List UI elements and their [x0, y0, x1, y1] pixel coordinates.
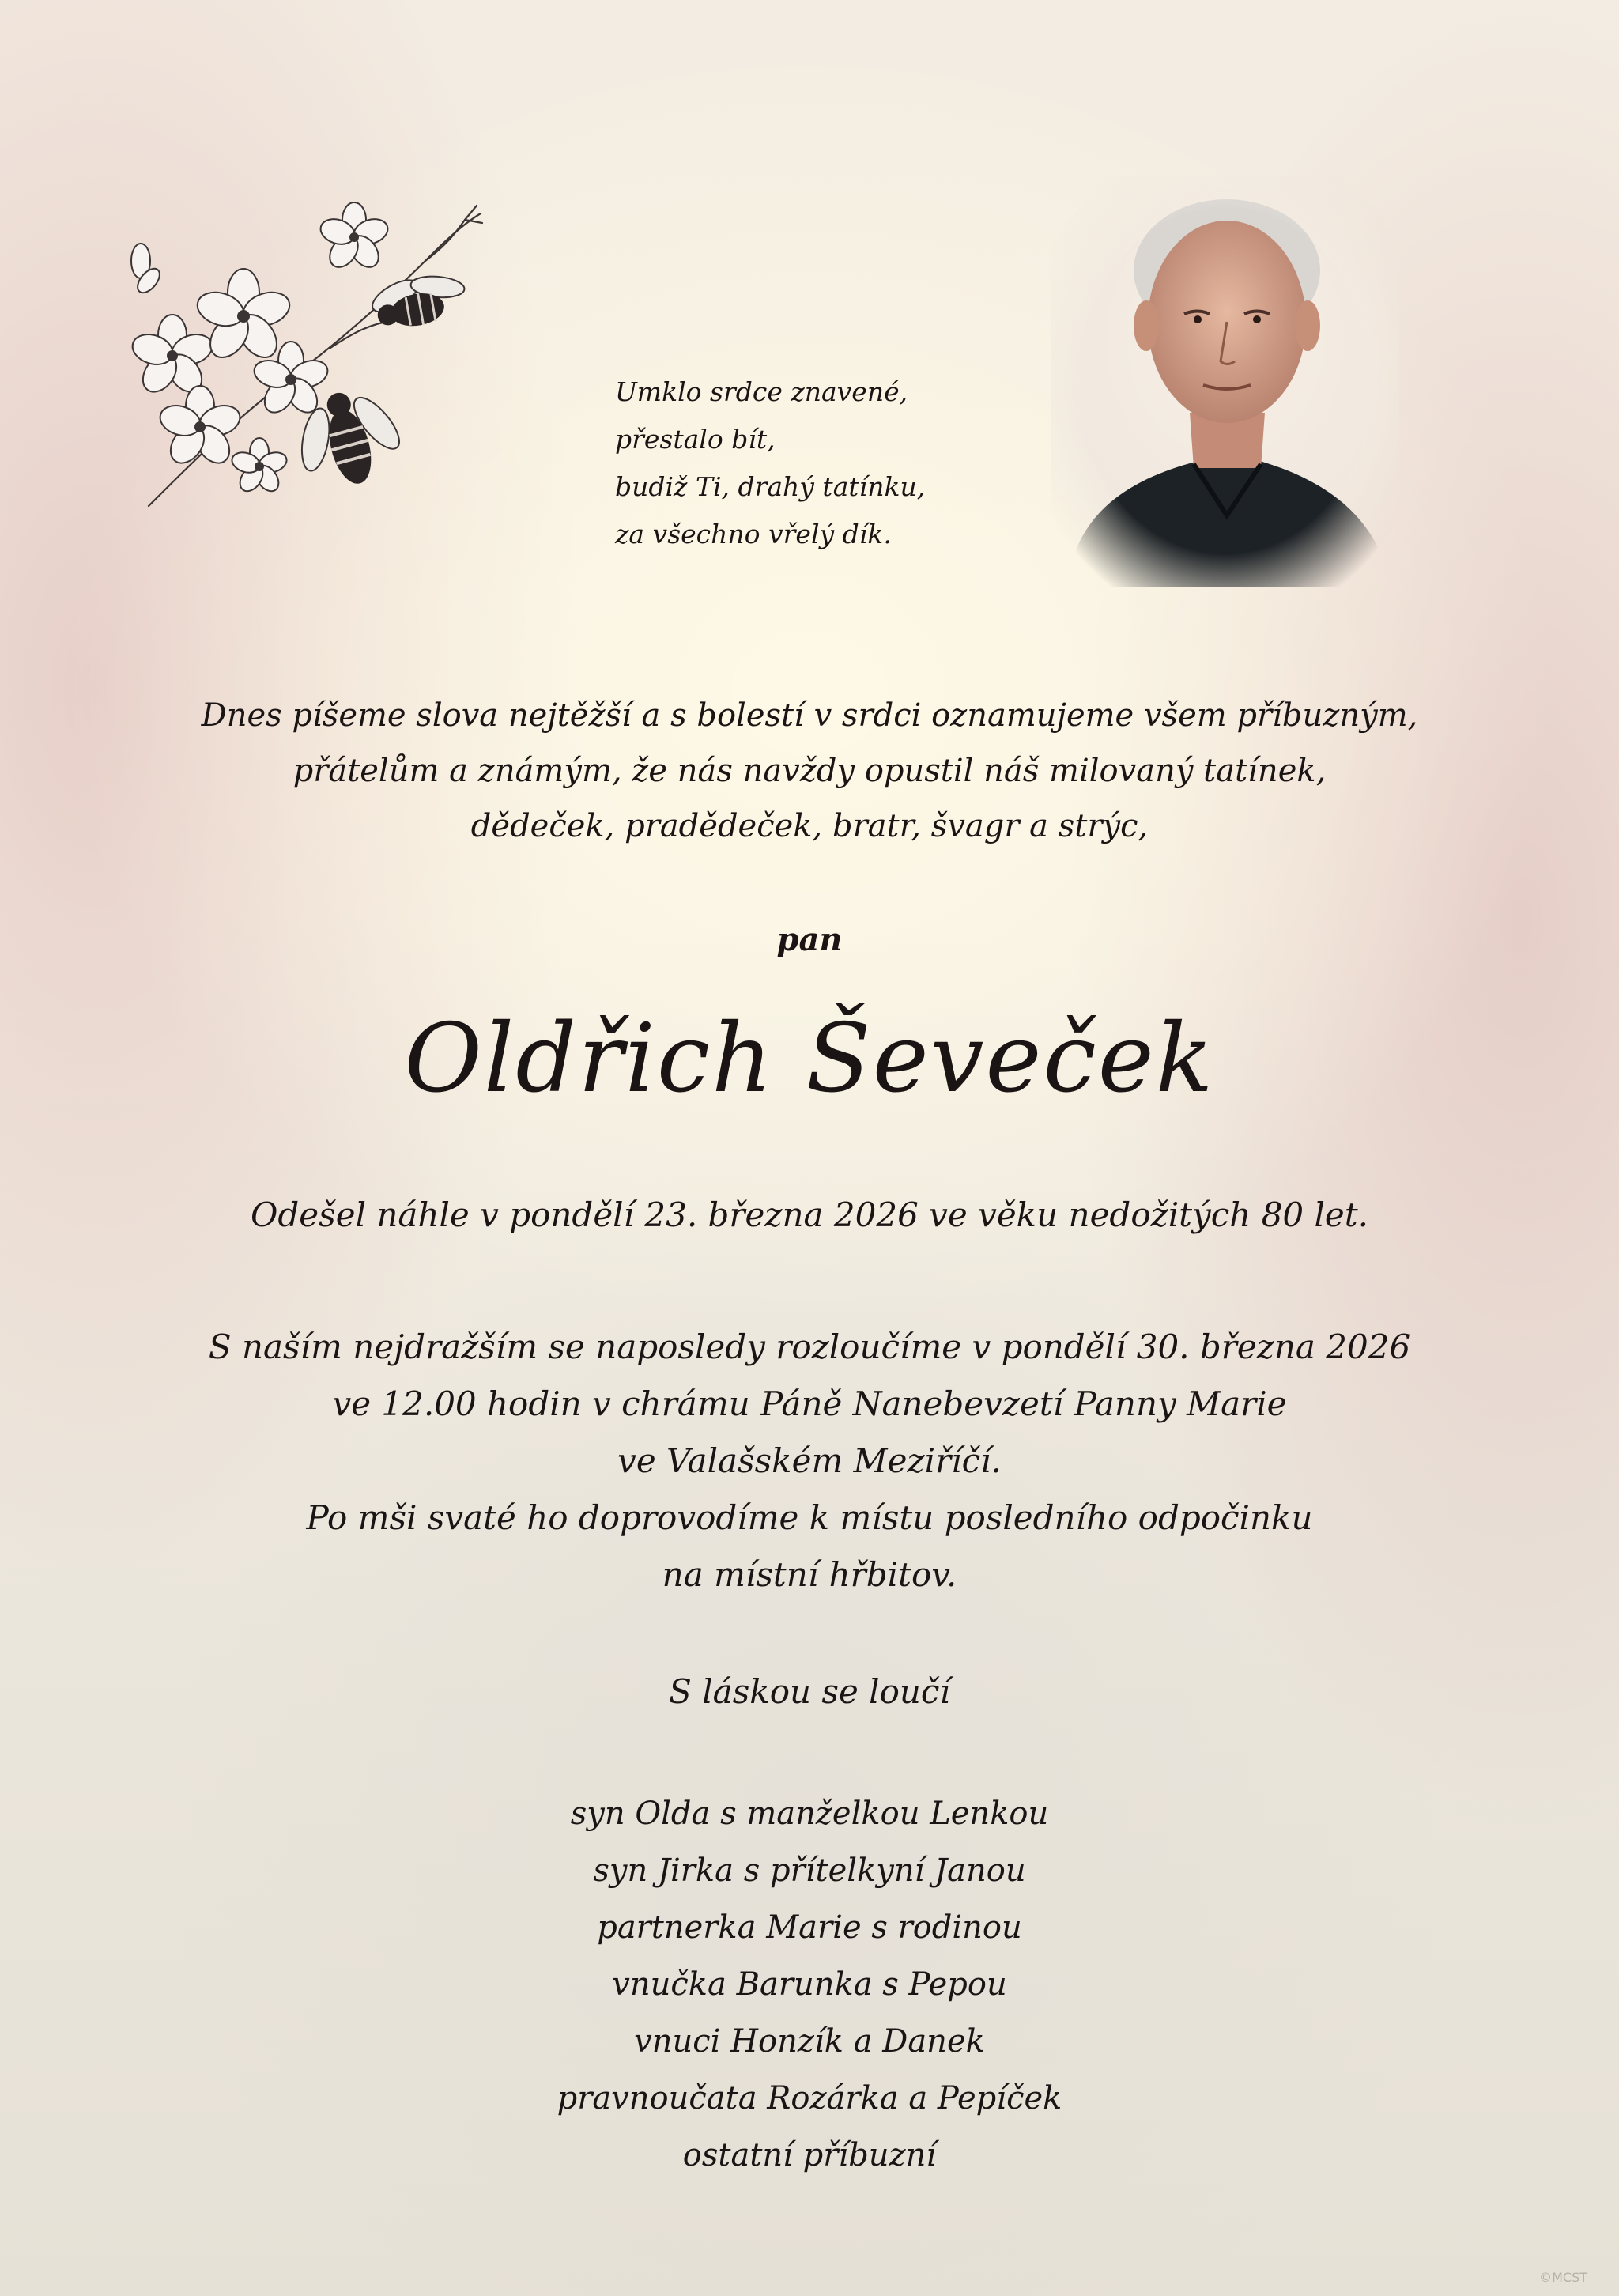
mourner-item: vnuci Honzík a Danek [634, 2023, 985, 2060]
funeral-line: ve Valašském Meziříčí. [617, 1441, 1002, 1480]
mourners-list [0, 1785, 1619, 2184]
mourner-item: syn Olda s manželkou Lenkou [570, 1796, 1049, 1832]
deceased-name: Oldřich Ševeček [404, 1004, 1215, 1114]
funeral-details [158, 1319, 1461, 1603]
funeral-line: S naším nejdražším se naposledy rozloučíme v pondělí 30. března 2026 [208, 1327, 1411, 1366]
poem [615, 368, 994, 558]
announcement-intro [158, 688, 1461, 854]
poem-line: Umklo srdce znavené, [615, 376, 908, 407]
intro-line: dědeček, pradědeček, bratr, švagr a strýc, [470, 808, 1149, 844]
deceased-title: pan [776, 921, 843, 958]
watermark: ©MCST [1539, 2270, 1587, 2285]
funeral-line: na místní hřbitov. [662, 1555, 957, 1594]
funeral-line: ve 12.00 hodin v chrámu Páně Nanebevzetí Panny Marie [332, 1384, 1287, 1423]
funeral-line: Po mši svaté ho doprovodíme k místu posledního odpočinku [306, 1498, 1313, 1537]
death-notice: Odešel náhle v pondělí 23. března 2026 ve věku nedožitých 80 let. [250, 1195, 1368, 1234]
poem-line: budiž Ti, drahý tatínku, [615, 471, 926, 502]
mourner-item: ostatní příbuzní [682, 2137, 937, 2173]
poem-line: přestalo bít, [615, 424, 776, 455]
farewell-heading: S láskou se loučí [669, 1672, 950, 1711]
portrait-photo [1051, 176, 1399, 587]
intro-line: přátelům a známým, že nás navždy opustil náš milovaný tatínek, [292, 753, 1327, 789]
mourner-item: partnerka Marie s rodinou [597, 1909, 1022, 1946]
mourner-item: pravnoučata Rozárka a Pepíček [557, 2080, 1062, 2117]
poem-line: za všechno vřelý dík. [615, 519, 892, 549]
cherry-blossom-illustration [93, 174, 536, 546]
mourner-item: vnučka Barunka s Pepou [612, 1966, 1007, 2003]
mourner-item: syn Jirka s přítelkyní Janou [593, 1852, 1026, 1889]
intro-line: Dnes píšeme slova nejtěžší a s bolestí v srdci oznamujeme všem příbuzným, [201, 697, 1418, 734]
